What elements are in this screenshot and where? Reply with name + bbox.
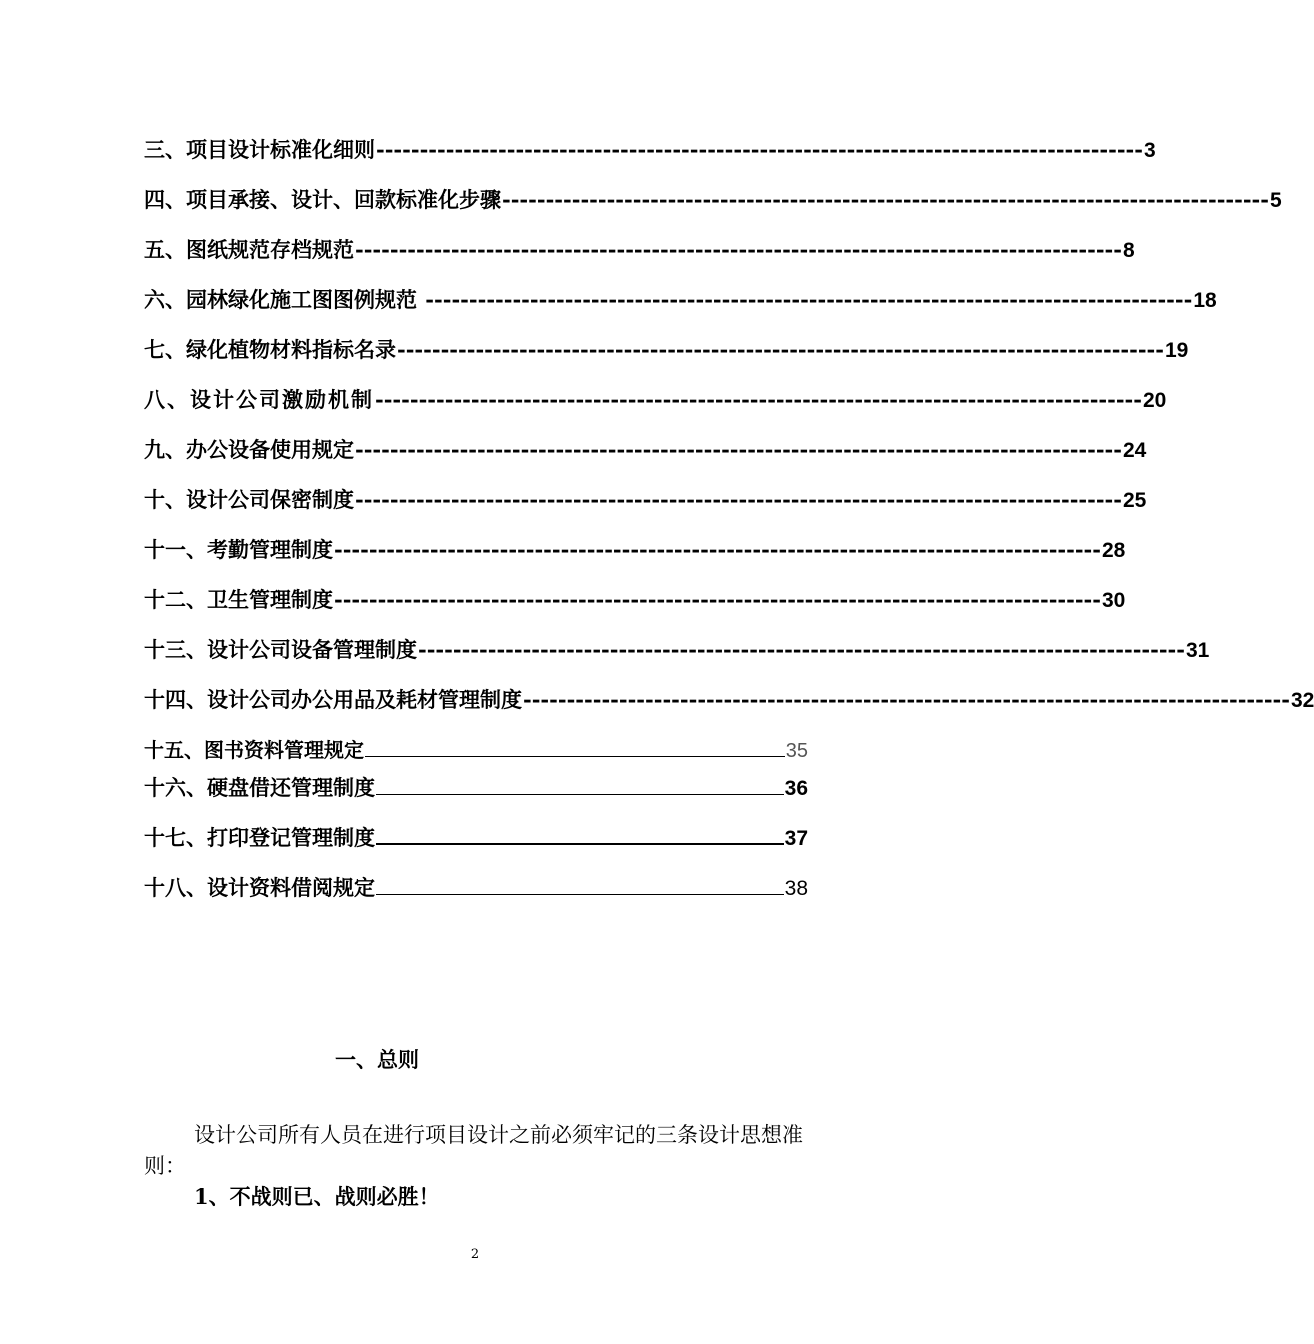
toc-leader: ---------------------------------------------------------------------------------------- xyxy=(376,137,1143,162)
section-title: 一、总则 xyxy=(335,1047,419,1072)
toc-leader xyxy=(376,830,784,845)
toc-entry-page: 32 xyxy=(1291,689,1314,712)
toc-entry-page: 30 xyxy=(1102,589,1126,612)
toc-entry-page: 36 xyxy=(784,777,808,800)
toc-leader: ---------------------------------------------------------------------------------------- xyxy=(355,437,1122,462)
toc-entry-label: 十八、设计资料借阅规定 xyxy=(144,875,375,900)
body-paragraph: 设计公司所有人员在进行项目设计之前必须牢记的三条设计思想准则： xyxy=(144,1123,803,1178)
toc-entry[interactable] xyxy=(144,334,1189,384)
toc-entry[interactable] xyxy=(144,772,808,822)
toc-entry[interactable] xyxy=(144,384,1167,434)
toc-entry-label: 十六、硬盘借还管理制度 xyxy=(144,775,375,800)
toc-entry-page: 8 xyxy=(1123,239,1135,262)
toc-leader: ---------------------------------------------------------------------------------------- xyxy=(523,687,1290,712)
toc-entry[interactable] xyxy=(144,584,1126,634)
toc-leader: ---------------------------------------------------------------------------------------- xyxy=(355,237,1122,262)
toc-entry-label: 八、设计公司激励机制 xyxy=(144,387,374,412)
toc-entry-label: 七、绿化植物材料指标名录 xyxy=(144,337,396,362)
toc-entry[interactable] xyxy=(144,634,1210,684)
toc-entry-page: 3 xyxy=(1144,139,1156,162)
toc-entry-label: 十一、考勤管理制度 xyxy=(144,537,333,562)
toc-entry[interactable] xyxy=(144,234,1135,284)
toc-entry-page: 35 xyxy=(785,740,808,762)
toc-entry-page: 19 xyxy=(1165,339,1189,362)
toc-entry-page: 18 xyxy=(1193,289,1217,312)
toc-entry-label: 十、设计公司保密制度 xyxy=(144,487,354,512)
page-number: 2 xyxy=(470,1247,480,1262)
toc-entry-label: 三、项目设计标准化细则 xyxy=(144,137,375,162)
toc-entry-page: 31 xyxy=(1186,639,1210,662)
toc-leader: ---------------------------------------------------------------------------------------- xyxy=(355,487,1122,512)
toc-entry[interactable] xyxy=(144,684,1314,734)
toc-entry-label: 四、项目承接、设计、回款标准化步骤 xyxy=(144,187,501,212)
toc-entry-label: 十二、卫生管理制度 xyxy=(144,587,333,612)
toc-entry-page: 37 xyxy=(784,827,808,850)
toc-leader xyxy=(376,881,784,895)
toc-entry-page: 20 xyxy=(1143,389,1167,412)
toc-entry[interactable] xyxy=(144,134,1156,184)
toc-entry[interactable] xyxy=(144,534,1126,584)
toc-entry-label: 九、办公设备使用规定 xyxy=(144,437,354,462)
toc-leader: ---------------------------------------------------------------------------------------- xyxy=(418,287,1193,312)
toc-entry[interactable] xyxy=(144,484,1147,534)
toc-entry-page: 25 xyxy=(1123,489,1147,512)
toc-leader: ---------------------------------------------------------------------------------------- xyxy=(375,387,1142,412)
toc-leader xyxy=(365,743,785,757)
toc-entry-label: 十七、打印登记管理制度 xyxy=(144,825,375,850)
toc-entry[interactable] xyxy=(144,822,808,872)
toc-entry-label: 十五、图书资料管理规定 xyxy=(144,738,364,762)
toc-leader: ---------------------------------------------------------------------------------------- xyxy=(334,537,1101,562)
toc-entry[interactable] xyxy=(144,184,1282,234)
toc-entry-label: 五、图纸规范存档规范 xyxy=(144,237,354,262)
toc-entry-page: 28 xyxy=(1102,539,1126,562)
toc-leader xyxy=(376,781,784,795)
toc-entry-label: 十三、设计公司设备管理制度 xyxy=(144,637,417,662)
toc-entry[interactable] xyxy=(144,734,808,772)
toc-entry[interactable] xyxy=(144,872,808,922)
principle-item: 1、不战则已、战则必胜！ xyxy=(194,1184,440,1209)
toc-leader: ---------------------------------------------------------------------------------------- xyxy=(397,337,1164,362)
toc-entry-page: 38 xyxy=(784,877,808,900)
toc-leader: ---------------------------------------------------------------------------------------- xyxy=(502,187,1269,212)
toc-leader: ---------------------------------------------------------------------------------------- xyxy=(418,637,1185,662)
toc-entry-label: 六、园林绿化施工图图例规范 xyxy=(144,287,417,312)
toc-entry[interactable] xyxy=(144,284,1217,334)
table-of-contents xyxy=(144,134,1314,922)
toc-entry-page: 5 xyxy=(1270,189,1282,212)
toc-entry-page: 24 xyxy=(1123,439,1147,462)
toc-entry[interactable] xyxy=(144,434,1147,484)
toc-leader: ---------------------------------------------------------------------------------------- xyxy=(334,587,1101,612)
toc-entry-label: 十四、设计公司办公用品及耗材管理制度 xyxy=(144,687,522,712)
